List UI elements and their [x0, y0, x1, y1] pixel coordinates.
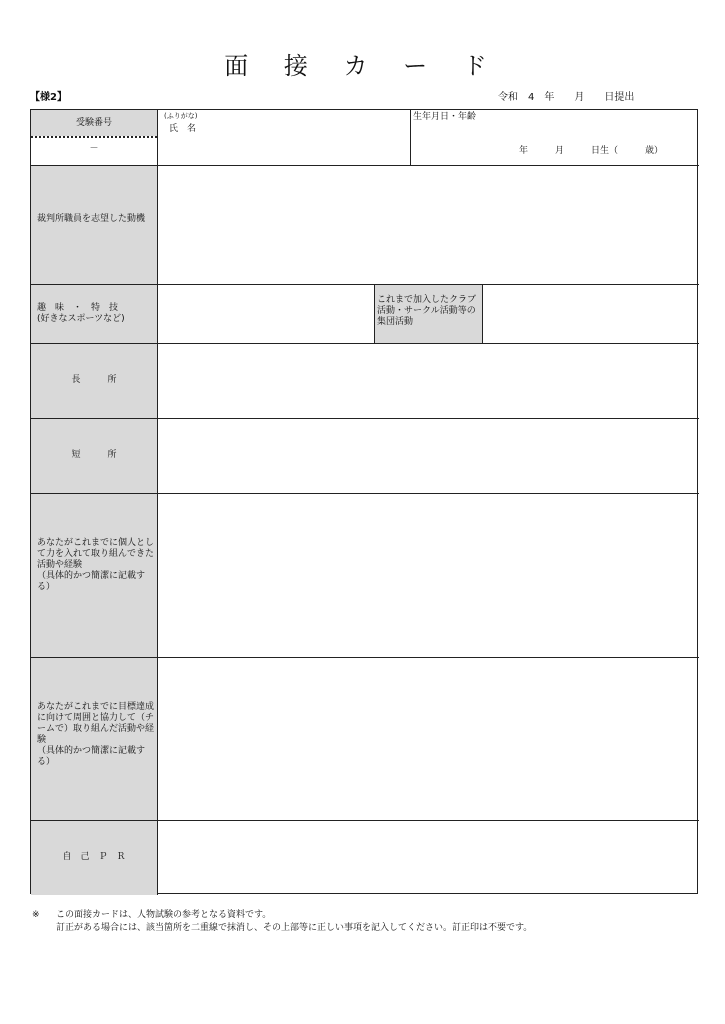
hobbies-answer-field[interactable] [158, 285, 373, 342]
individual-effort-label: あなたがこれまでに個人として力を入れて取り組んできた活動や経験 （具体的かつ簡潔に記載する） [37, 538, 155, 592]
footer-note-line1: この面接カードは、人物試験の参考となる資料です。 [56, 910, 272, 920]
motivation-answer-field[interactable] [158, 166, 698, 283]
team-effort-label: あなたがこれまでに目標達成に向けて周囲と協力して（チームで）取り組んだ活動や経験 （具体的かつ簡潔に記載する） [37, 702, 155, 767]
submission-date[interactable]: 令和 4 年 月 日提出 [498, 92, 635, 103]
label-column-shade [31, 165, 157, 895]
name-label: 氏 名 [169, 124, 197, 134]
clubs-label: これまで加入したクラブ活動・サークル活動等の集団活動 [377, 295, 477, 327]
form-tag: 【様2】 [30, 92, 67, 103]
motivation-label: 裁判所職員を志望した動機 [37, 214, 146, 224]
birth-date-field[interactable]: 年 月 日生（ 歳） [519, 146, 664, 156]
birth-age-label: 生年月日・年齢 [413, 112, 477, 122]
self-pr-answer-field[interactable] [158, 821, 698, 894]
individual-effort-answer-field[interactable] [158, 494, 698, 656]
page-title: 面 接 カ ー ド [224, 52, 501, 80]
exam-number-field[interactable]: － [89, 144, 99, 154]
strengths-label: 長 所 [71, 375, 117, 385]
self-pr-label: 自 己 Ｐ Ｒ [62, 852, 126, 862]
exam-number-dotted-divider [31, 136, 157, 138]
weaknesses-label: 短 所 [71, 450, 117, 460]
interview-form [30, 109, 698, 894]
clubs-label-left-divider [374, 284, 375, 343]
exam-number-label: 受験番号 [75, 118, 112, 128]
team-effort-answer-field[interactable] [158, 658, 698, 819]
footer-note-line2: 訂正がある場合には、該当箇所を二重線で抹消し、その上部等に正しい事項を記入してください。訂正印は不要です。 [56, 923, 533, 933]
footer-mark: ※ [32, 910, 40, 920]
weaknesses-answer-field[interactable] [158, 419, 698, 492]
strengths-answer-field[interactable] [158, 344, 698, 417]
furigana-label: (ふりがな) [164, 112, 198, 120]
clubs-answer-field[interactable] [483, 285, 698, 342]
hobbies-label: 趣 味 ・ 特 技 (好きなスポーツなど) [37, 303, 125, 324]
name-birth-divider [410, 110, 411, 165]
